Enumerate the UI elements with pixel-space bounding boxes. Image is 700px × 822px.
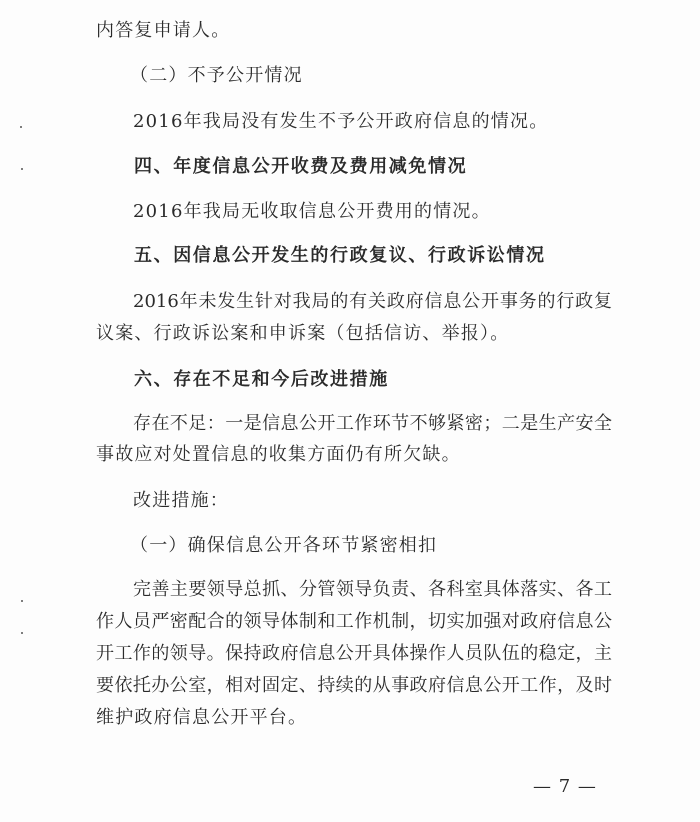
body-text-line: 2016年我局没有发生不予公开政府信息的情况。 bbox=[133, 111, 549, 132]
scan-speck bbox=[20, 126, 22, 128]
body-text-line: 存在不足：一是信息公开工作环节不够紧密；二是生产安全 bbox=[133, 413, 612, 434]
body-text-line: 开工作的领导。保持政府信息公开具体操作人员队伍的稳定，主 bbox=[96, 643, 612, 664]
body-text-line: 2016年我局无收取信息公开费用的情况。 bbox=[133, 201, 491, 222]
section-heading: 五、因信息公开发生的行政复议、行政诉讼情况 bbox=[134, 245, 546, 266]
subheading: （二）不予公开情况 bbox=[130, 65, 303, 86]
body-text-line: 作人员严密配合的领导体制和工作机制，切实加强对政府信息公 bbox=[96, 611, 612, 632]
subheading: （一）确保信息公开各环节紧密相扣 bbox=[130, 535, 438, 556]
body-text-line: 事故应对处置信息的收集方面仍有所欠缺。 bbox=[96, 444, 461, 465]
scan-speck bbox=[21, 168, 23, 170]
section-heading: 六、存在不足和今后改进措施 bbox=[134, 369, 389, 390]
scan-speck bbox=[21, 600, 23, 602]
body-text-line: 维护政府信息公开平台。 bbox=[96, 707, 308, 728]
body-text-line: 议案、行政诉讼案和申诉案（包括信访、举报）。 bbox=[96, 323, 510, 344]
body-text-line: 内答复申请人。 bbox=[96, 20, 231, 41]
body-text-line: 2016年未发生针对我局的有关政府信息公开事务的行政复 bbox=[133, 291, 612, 312]
body-text-line: 要依托办公室，相对固定、持续的从事政府信息公开工作，及时 bbox=[96, 675, 612, 696]
body-text-line: 改进措施： bbox=[133, 490, 229, 511]
section-heading: 四、年度信息公开收费及费用减免情况 bbox=[134, 156, 468, 177]
scan-speck bbox=[21, 632, 23, 634]
body-text-line: 完善主要领导总抓、分管领导负责、各科室具体落实、各工 bbox=[133, 579, 612, 600]
page-number: — 7 — bbox=[533, 776, 597, 797]
